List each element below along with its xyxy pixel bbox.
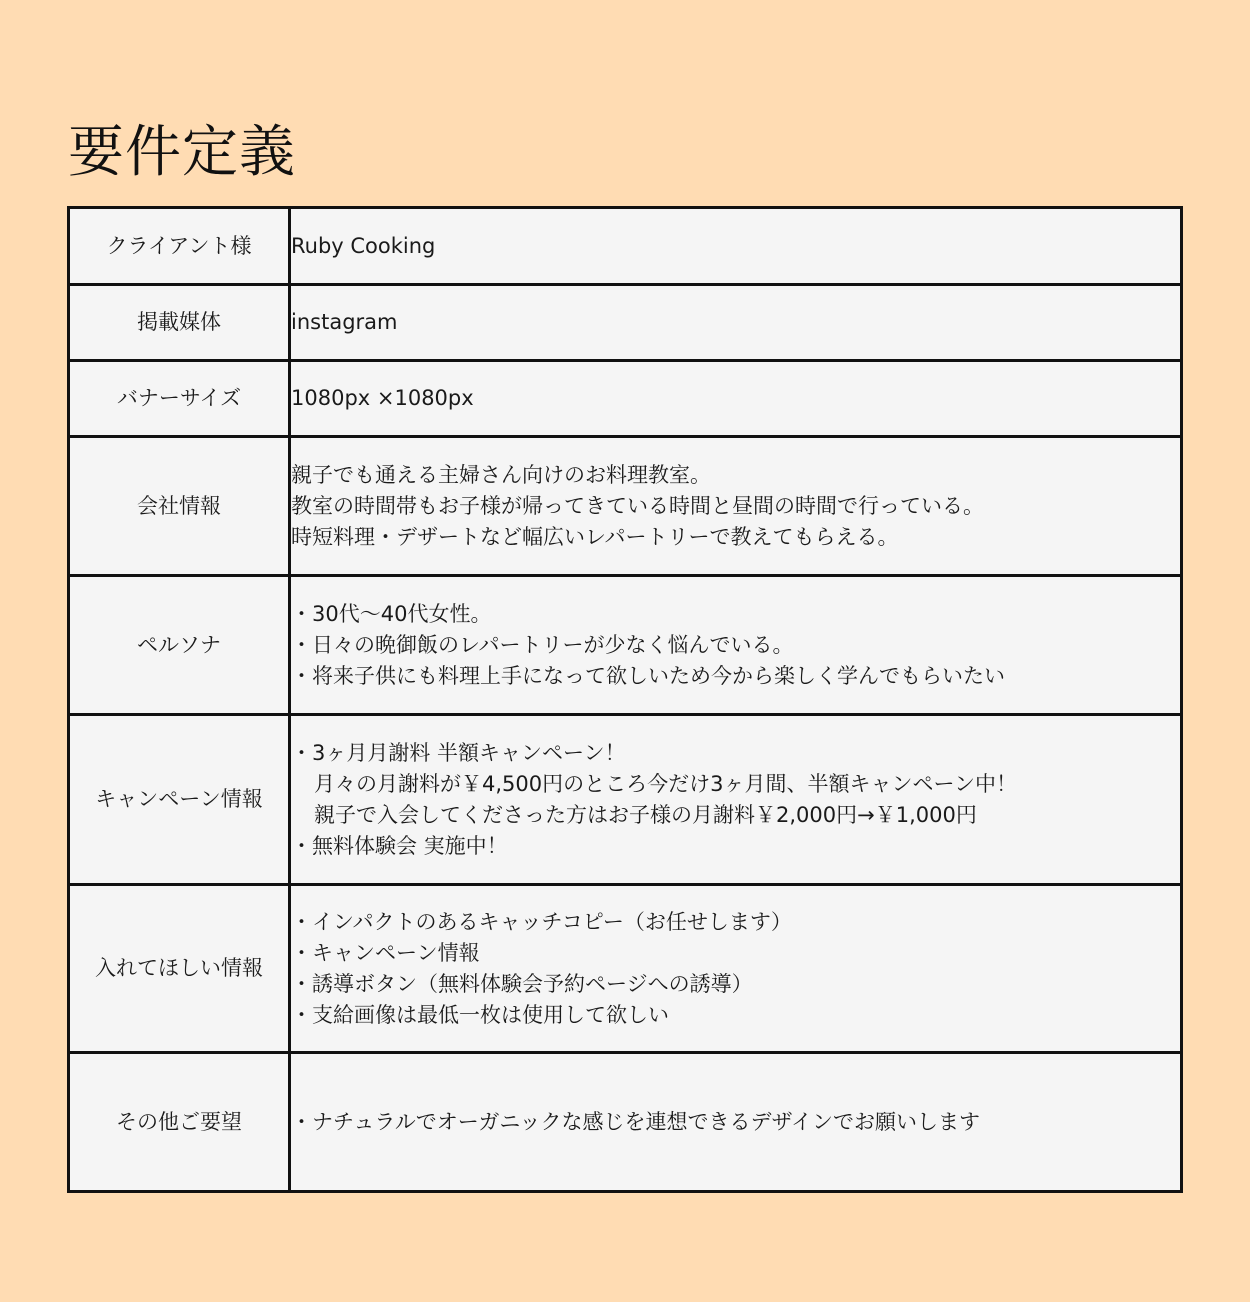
value-line: ・誘導ボタン（無料体験会予約ページへの誘導） (291, 971, 753, 996)
requirements-table (67, 206, 1183, 1193)
table-row-media (69, 285, 1182, 361)
value-line: 教室の時間帯もお子様が帰ってきている時間と昼間の時間で行っている。 (291, 493, 984, 518)
value-line: 親子でも通える主婦さん向けのお料理教室。 (291, 462, 711, 487)
table-row-company-info (69, 437, 1182, 576)
row-value (290, 715, 1182, 885)
row-label: 掲載媒体 (69, 285, 290, 361)
row-label: 会社情報 (69, 437, 290, 576)
value-line: ・キャンペーン情報 (291, 940, 480, 965)
table-row-campaign-info (69, 715, 1182, 885)
value-line: ・無料体験会 実施中！ (291, 833, 508, 858)
table-row-persona (69, 576, 1182, 715)
value-line: ・インパクトのあるキャッチコピー（お任せします） (291, 909, 792, 934)
page-title: 要件定義 (68, 120, 296, 185)
value-line: instagram (291, 310, 398, 334)
row-value (290, 576, 1182, 715)
value-line: 時短料理・デザートなど幅広いレパートリーで教えてもらえる。 (291, 524, 899, 549)
value-line: 月々の月謝料が￥4,500円のところ今だけ3ヶ月間、半額キャンペーン中！ (314, 771, 1018, 796)
row-label: その他ご要望 (69, 1053, 290, 1192)
value-line: ・30代〜40代女性。 (291, 601, 492, 626)
table-row-banner-size (69, 361, 1182, 437)
table-row-client (69, 208, 1182, 285)
row-value (290, 1053, 1182, 1192)
value-line: ・ナチュラルでオーガニックな感じを連想できるデザインでお願いします (291, 1109, 981, 1134)
value-line: ・日々の晩御飯のレパートリーが少なく悩んでいる。 (291, 632, 794, 657)
row-label: クライアント様 (69, 208, 290, 285)
value-line: 親子で入会してくださった方はお子様の月謝料￥2,000円→￥1,000円 (314, 802, 977, 827)
row-value (290, 208, 1182, 285)
value-line: ・3ヶ月月謝料 半額キャンペーン！ (291, 740, 626, 765)
row-value (290, 437, 1182, 576)
table-row-other-requests (69, 1053, 1182, 1192)
row-value (290, 361, 1182, 437)
value-line: ・支給画像は最低一枚は使用して欲しい (291, 1002, 669, 1027)
table-row-required-info (69, 885, 1182, 1053)
row-label: 入れてほしい情報 (69, 885, 290, 1053)
row-value (290, 885, 1182, 1053)
value-line: Ruby Cooking (291, 233, 436, 258)
value-line: 1080px ×1080px (291, 386, 474, 410)
row-label: ペルソナ (69, 576, 290, 715)
row-label: バナーサイズ (69, 361, 290, 437)
row-label: キャンペーン情報 (69, 715, 290, 885)
row-value (290, 285, 1182, 361)
value-line: ・将来子供にも料理上手になって欲しいため今から楽しく学んでもらいたい (291, 663, 1005, 688)
